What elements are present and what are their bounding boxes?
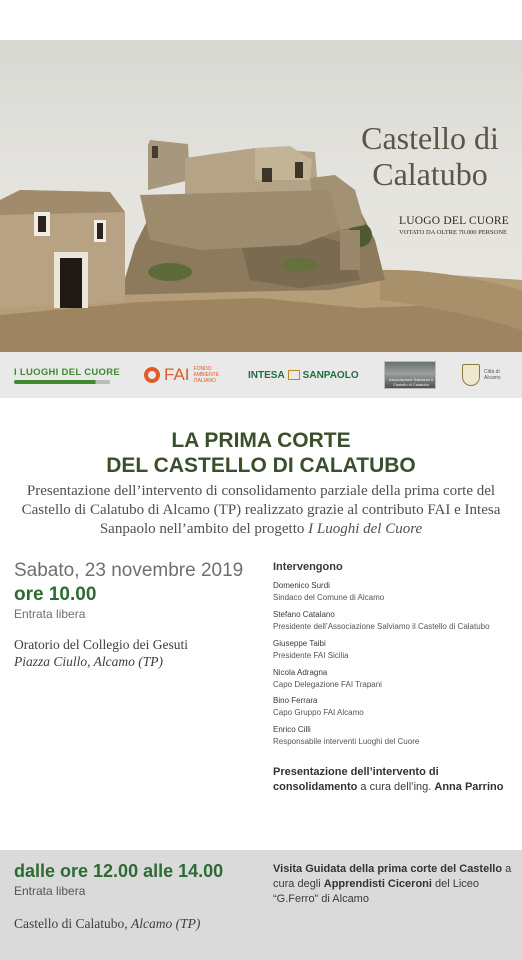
visit-location — [14, 916, 200, 932]
top-margin — [0, 0, 522, 40]
page-title — [0, 428, 522, 478]
castle-title-line2: Calatubo — [372, 156, 488, 192]
page-title-line1: LA PRIMA CORTE — [171, 429, 351, 452]
intro-paragraph — [10, 482, 512, 539]
castle-title-line1: Castello di — [361, 120, 499, 156]
speaker-item — [273, 580, 384, 603]
presentation-by: a cura dell’ing. — [357, 781, 435, 793]
intesa-sanpaolo-logo — [248, 352, 359, 398]
fai-logo-subtext: FONDO AMBIENTE ITALIANO — [193, 366, 220, 384]
intro-text: Presentazione dell’intervento di consolidamento parziale della prima corte del Castello di Calatubo di Alcamo (TP) realizzato grazie al contributo FAI e Intesa Sanpaolo nell’ambito del progetto — [21, 483, 501, 537]
speaker-role: Sindaco del Comune di Alcamo — [273, 592, 385, 602]
speaker-name: Stefano Catalano — [273, 610, 335, 619]
fai-logo — [144, 352, 228, 398]
speaker-role: Capo Delegazione FAI Trapani — [273, 679, 382, 689]
speaker-role: Capo Gruppo FAI Alcamo — [273, 707, 364, 717]
speaker-name: Nicola Adragna — [273, 668, 328, 677]
speaker-role: Presidente FAI Sicilia — [273, 650, 349, 660]
guided-visit-note — [273, 862, 518, 907]
presentation-speaker: Anna Parrino — [434, 781, 504, 793]
page-title-line2: DEL CASTELLO DI CALATUBO — [106, 454, 416, 477]
event-entry: Entrata libera — [14, 607, 86, 621]
associazione-image — [384, 361, 436, 389]
intesa-text: INTESA — [248, 369, 285, 381]
guided-visit-title: Visita Guidata della prima corte del Castello — [273, 863, 503, 875]
guided-visit-by: a cura degli — [273, 863, 512, 890]
sponsor-logo-bar — [0, 352, 522, 398]
hero-banner — [0, 40, 522, 352]
associazione-logo — [384, 352, 436, 398]
speaker-name: Domenico Surdi — [273, 581, 330, 590]
fai-flower-icon — [144, 367, 160, 383]
presentation-note — [273, 765, 518, 795]
luogo-del-cuore-label: LUOGO DEL CUORE — [399, 215, 509, 227]
intesa-mark-icon — [288, 370, 300, 380]
votes-label: VOTATO DA OLTRE 70.000 PERSONE — [398, 229, 507, 236]
luoghi-del-cuore-logo — [14, 352, 120, 398]
speaker-item — [273, 667, 382, 690]
castle-photo — [0, 40, 522, 352]
speaker-role: Responsabile interventi Luoghi del Cuore — [273, 736, 420, 746]
pencil-icon — [14, 380, 110, 384]
event-address: Piazza Ciullo, Alcamo (TP) — [14, 654, 164, 669]
citta-alcamo-logo — [462, 352, 508, 398]
speaker-role: Presidente dell’Associazione Salviamo il Castello di Calatubo — [273, 621, 490, 631]
speaker-item — [273, 695, 364, 718]
speaker-item — [273, 724, 419, 747]
speaker-item — [273, 609, 490, 632]
event-date: Sabato, 23 novembre 2019 — [14, 560, 244, 581]
fai-logo-text: FAI — [164, 365, 190, 384]
event-venue: Oratorio del Collegio dei Gesuti — [14, 637, 188, 652]
castle-title — [345, 120, 515, 192]
speakers-heading: Intervengono — [273, 561, 343, 573]
sanpaolo-text: SANPAOLO — [302, 369, 359, 381]
speaker-name: Enrico Cilli — [273, 725, 311, 734]
visit-location-name: Castello di Calatubo, — [14, 916, 128, 931]
citta-text: Città di Alcamo — [484, 369, 501, 381]
speaker-name: Bino Ferrara — [273, 696, 318, 705]
intro-project-name: I Luoghi del Cuore — [308, 521, 423, 537]
crest-icon — [462, 364, 480, 386]
speaker-name: Giuseppe Taibi — [273, 639, 326, 648]
footer-band — [0, 850, 522, 960]
presentation-title: Presentazione dell’intervento di consolidamento — [273, 766, 439, 793]
visit-entry: Entrata libera — [14, 884, 86, 898]
visit-location-city: Alcamo (TP) — [131, 916, 201, 931]
visit-time: dalle ore 12.00 alle 14.00 — [14, 861, 224, 881]
luoghi-logo-text: I LUOGHI DEL CUORE — [14, 366, 121, 378]
event-time: ore 10.00 — [14, 584, 97, 605]
guided-visit-group: Apprendisti Ciceroni — [323, 878, 432, 890]
speaker-item — [273, 638, 349, 661]
guided-visit-school: del Liceo “G.Ferro” di Alcamo — [273, 878, 480, 905]
associazione-caption: Associazione Salviamo il Castello di Calatubo — [388, 377, 434, 387]
